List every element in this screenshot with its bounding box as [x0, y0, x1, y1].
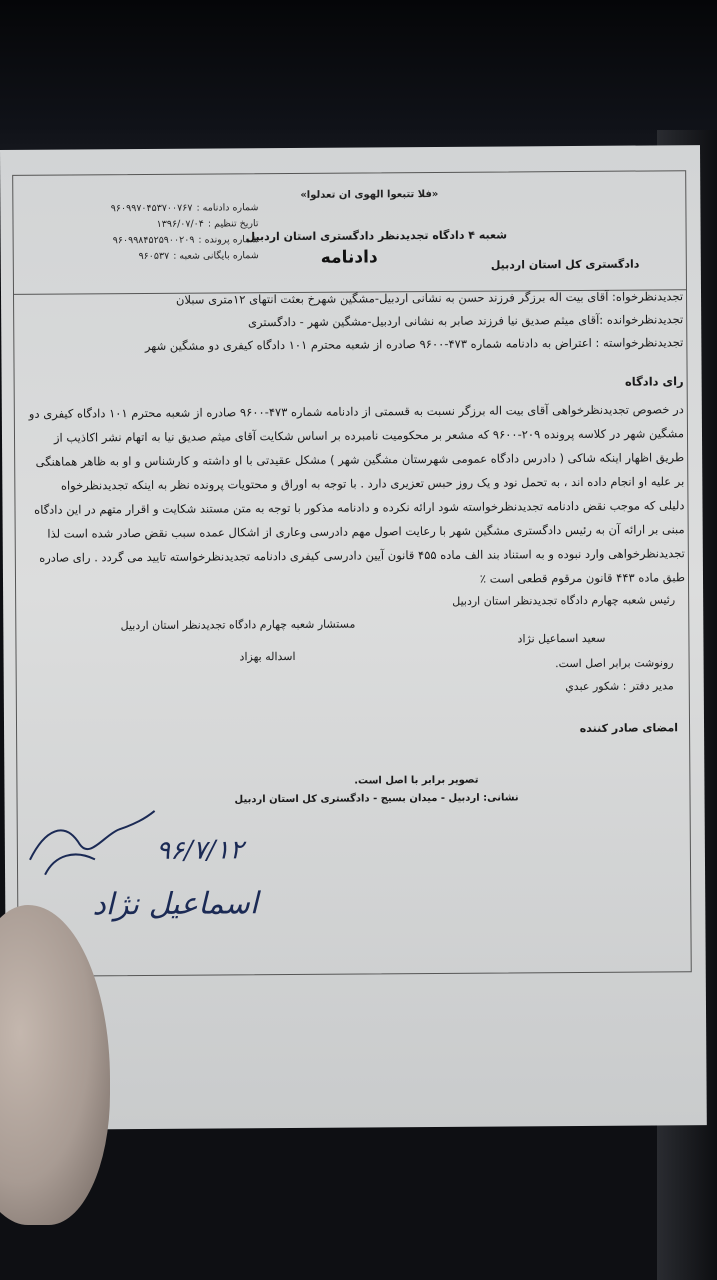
court-verdict-paper — [0, 145, 707, 1130]
office-manager: مدیر دفتر : شکور عبدي — [565, 679, 674, 694]
handwritten-annotation — [24, 787, 385, 940]
meta-label: تاریخ تنظیم : — [207, 218, 259, 230]
footer-address: نشانی: اردبیل - میدان بسیج - دادگستری کل استان اردبیل — [234, 792, 519, 806]
appellant-line: تجدیدنظرخواه: آقای بیت اله برزگر فرزند حسن به نشانی اردبیل-مشگین شهرخ بعثت انتهای ۱۲متری سبلان — [175, 289, 684, 307]
verdict-line: مشگین شهر در کلاسه پرونده ۲۰۹-۹۶۰۰ که مشعر بر محکومیت نامبرده بر اساس شکایت آقای میثم صدیق نیا به اتهام نشر اکاذیب از — [53, 426, 685, 445]
meta-row — [89, 232, 259, 249]
meta-row — [89, 248, 259, 265]
meta-value: ۱۳۹۶/۰۷/۰۴ — [156, 218, 204, 230]
copy-note: رونوشت برابر اصل است. — [555, 656, 674, 671]
subject-line: تجدیدنظرخواسته : اعتراض به دادنامه شماره ۴۷۳-۹۶۰۰ صادره از شعبه محترم ۱۰۱ دادگاه کیفری دو مشگین شهر — [144, 335, 684, 353]
handwritten-signature-stroke — [45, 854, 95, 874]
verdict-line: بر علیه او انجام داده اند ، به تحمل نود و یک روز حبس تعزیری دارد . با توجه به اوراق و محتویات پرونده نظر به اینکه تجدیدنظرخواه — [60, 474, 685, 493]
verdict-heading: رای دادگاه — [624, 374, 684, 389]
chief-judge-title: رئیس شعبه چهارم دادگاه تجدیدنظر استان اردبیل — [452, 593, 676, 608]
advisor-name: اسداله بهزاد — [239, 649, 296, 664]
verdict-line: مبنی بر ارائه آن به رئیس دادگستری مشگین شهر با رعایت اصول مهم دادرسی وعاری از اشکال عمده سبب نقض صادر شده است لذا — [47, 522, 685, 541]
signature-area — [33, 593, 686, 768]
verdict-line: طبق ماده ۴۴۳ قانون مرقوم قطعی است ٪ — [479, 570, 686, 586]
verdict-line: دلیلی که موجب نقض دادنامه تجدیدنظرخواسته شود ارائه نکرده و دادنامه مذکور با توجه به متن مستند شکایت و اقرار متهم در این دادگاه — [34, 498, 685, 517]
document-metadata — [88, 200, 258, 265]
quran-verse: «فلا تتبعوا الهوی ان تعدلوا» — [300, 188, 439, 201]
footer-copy-note: تصویر برابر با اصل است. — [354, 774, 479, 787]
handwritten-date: ۹۶/۷/۱۲ — [156, 835, 244, 866]
handwritten-signature-stroke — [30, 811, 155, 860]
issuer-signature-label: امضای صادر کننده — [579, 721, 679, 735]
meta-label: شماره پرونده : — [198, 234, 259, 246]
handwritten-name: اسماعیل نژاد — [92, 886, 259, 923]
organization-name: دادگستری کل استان اردبیل — [490, 257, 640, 272]
respondent-line: تجدیدنظرخوانده :آقای میثم صدیق نیا فرزند صابر به نشانی اردبیل-مشگین شهر - دادگستری — [247, 312, 684, 330]
meta-value: ۹۶۰۵۳۷ — [138, 250, 170, 263]
meta-label: شماره دادنامه : — [196, 202, 259, 214]
verdict-line: تجدیدنظرخواهی وارد نبوده و به استناد بند الف ماده ۴۵۵ قانون آیین دادرسی کیفری دادنامه تجدیدنظرخواسته تایید می گردد . رای صادره — [39, 546, 685, 565]
meta-label: شماره بایگانی شعبه : — [173, 250, 259, 262]
court-branch: شعبه ۴ دادگاه تجدیدنظر دادگستری استان اردبیل — [245, 228, 508, 244]
meta-row — [88, 200, 258, 217]
meta-value: ۹۶۰۹۹۸۴۵۲۵۹۰۰۲۰۹ — [112, 234, 195, 247]
chief-judge-name: سعید اسماعیل نژاد — [517, 631, 606, 646]
verdict-text — [28, 397, 686, 593]
verdict-body — [28, 285, 686, 593]
meta-row — [88, 216, 258, 233]
meta-value: ۹۶۰۹۹۷۰۴۵۳۷۰۰۷۶۷ — [110, 202, 193, 215]
verdict-line: در خصوص تجدیدنظرخواهی آقای بیت اله برزگر نسبت به قسمتی از دادنامه شماره ۴۷۳-۹۶۰۰ صادره از شعبه محترم ۱۰۱ دادگاه کیفری دو — [28, 402, 684, 421]
advisor-title: مستشار شعبه چهارم دادگاه تجدیدنظر استان اردبیل — [120, 617, 356, 633]
verdict-line: طریق اظهار اینکه شاکی ( دادرس دادگاه عمومی شهرستان مشگین شهر ) مشکل عقیدتی با او داشته و کارشناس و او به ظاهر هماهنگی — [35, 450, 685, 469]
document-title: دادنامه — [320, 247, 378, 268]
